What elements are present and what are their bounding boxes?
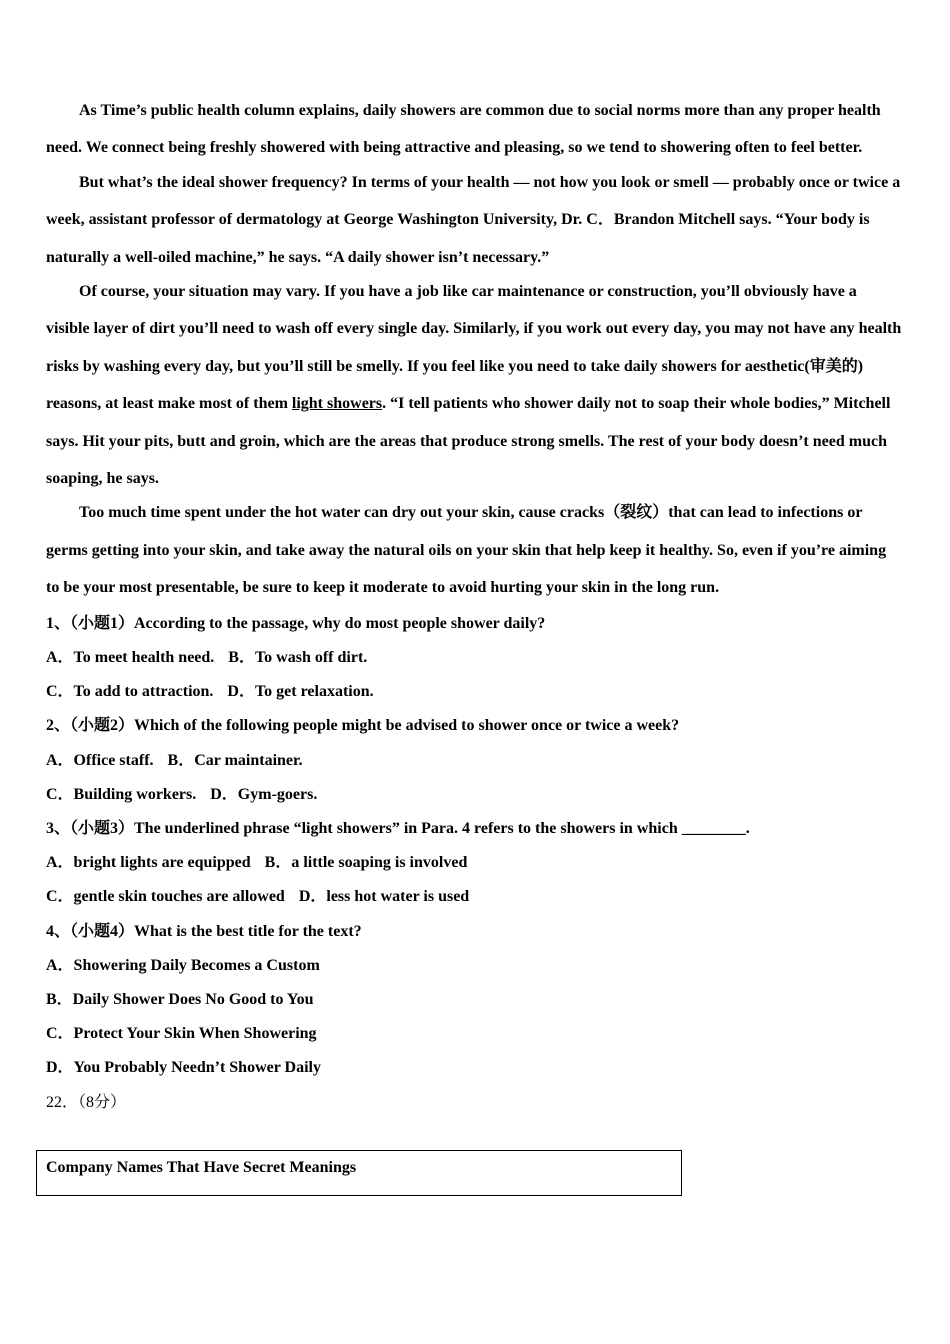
option-b: B．Car maintainer. [167,751,303,769]
passage-paragraph-2: But what’s the ideal shower frequency? In terms of your health — not how you look or smell — probably once or twice a week, assistant professor of dermatology at George Washington University, Dr. C．Brandon Mitchell says. “Your body is naturally a well-oiled machine,” he says. “A daily shower isn’t necessary.” [46,173,901,266]
underlined-phrase: light showers [291,395,383,413]
option-a: A．Showering Daily Becomes a Custom [46,956,320,974]
passage-paragraph-4: Too much time spent under the hot water can dry out your skin, cause cracks（裂纹）that can lead to infections or germs getting into your skin, and take away the natural oils on your skin that help keep it healthy. So, even if you’re aiming to be your most presentable, be sure to keep it moderate to avoid hurting your skin in the long run. [46,504,887,597]
p3-text-before: Of course, your situation may vary. If you have a job like car maintenance or construction, you’ll obviously have a visible layer of dirt you’ll need to wash off every single day. Similarly, if you work out every day, you may not have any health risks by washing every day, but you’ll still be smelly. If you feel like you need to take daily showers for aesthetic(审美的) reasons, at least make most of them [46,283,902,413]
p3-text-after: . “I tell patients who shower daily not to soap their whole bodies,” Mitchell says. Hit your pits, butt and groin, which are the areas that produce strong smells. The rest of your body doesn’t need much soaping, he says. [46,395,891,488]
question-2-options-ab [46,744,902,778]
option-c: C．gentle skin touches are allowed [46,888,285,906]
option-d: D．less hot water is used [298,888,470,906]
option-a: A．Office staff. [46,751,154,769]
document-page [46,92,902,1120]
option-c: C．Protect Your Skin When Showering [46,1025,317,1043]
passage-paragraph-1: As Time’s public health column explains, daily showers are common due to social norms more than any proper health need. We connect being freshly showered with being attractive and pleasing, so we tend to showering often to feel better. [46,102,881,157]
option-d: D．Gym-goers. [210,785,318,803]
question-2 [46,709,902,812]
passage-paragraph-3 [46,273,902,497]
title-box [36,1150,682,1196]
question-3-stem: 3、（小题3）The underlined phrase “light showers” in Para. 4 refers to the showers in which ________. [46,819,750,837]
option-a: A．bright lights are equipped [46,854,251,872]
question-3-options-ab [46,846,902,880]
option-b: B．a little soaping is involved [264,854,468,872]
option-c: C．Building workers. [46,785,197,803]
question-1-options-cd [46,675,902,709]
question-3-options-cd [46,880,902,914]
option-d: D．You Probably Needn’t Shower Daily [46,1059,321,1077]
question-1-options-ab [46,641,902,675]
question-1-stem: 1、（小题1）According to the passage, why do most people shower daily? [46,614,546,632]
question-2-options-cd [46,778,902,812]
option-b: B．To wash off dirt. [228,648,368,666]
question-2-stem: 2、（小题2）Which of the following people might be advised to shower once or twice a week? [46,717,680,735]
question-4-stem: 4、（小题4）What is the best title for the text? [46,922,362,940]
option-a: A．To meet health need. [46,648,215,666]
question-4 [46,915,902,1086]
box-title: Company Names That Have Secret Meanings [46,1159,357,1176]
option-d: D．To get relaxation. [227,683,374,701]
option-c: C．To add to attraction. [46,683,214,701]
option-b: B．Daily Shower Does No Good to You [46,990,314,1008]
question-3 [46,812,902,915]
question-1 [46,607,902,710]
section-22-label: 22．（8分） [46,1093,127,1111]
